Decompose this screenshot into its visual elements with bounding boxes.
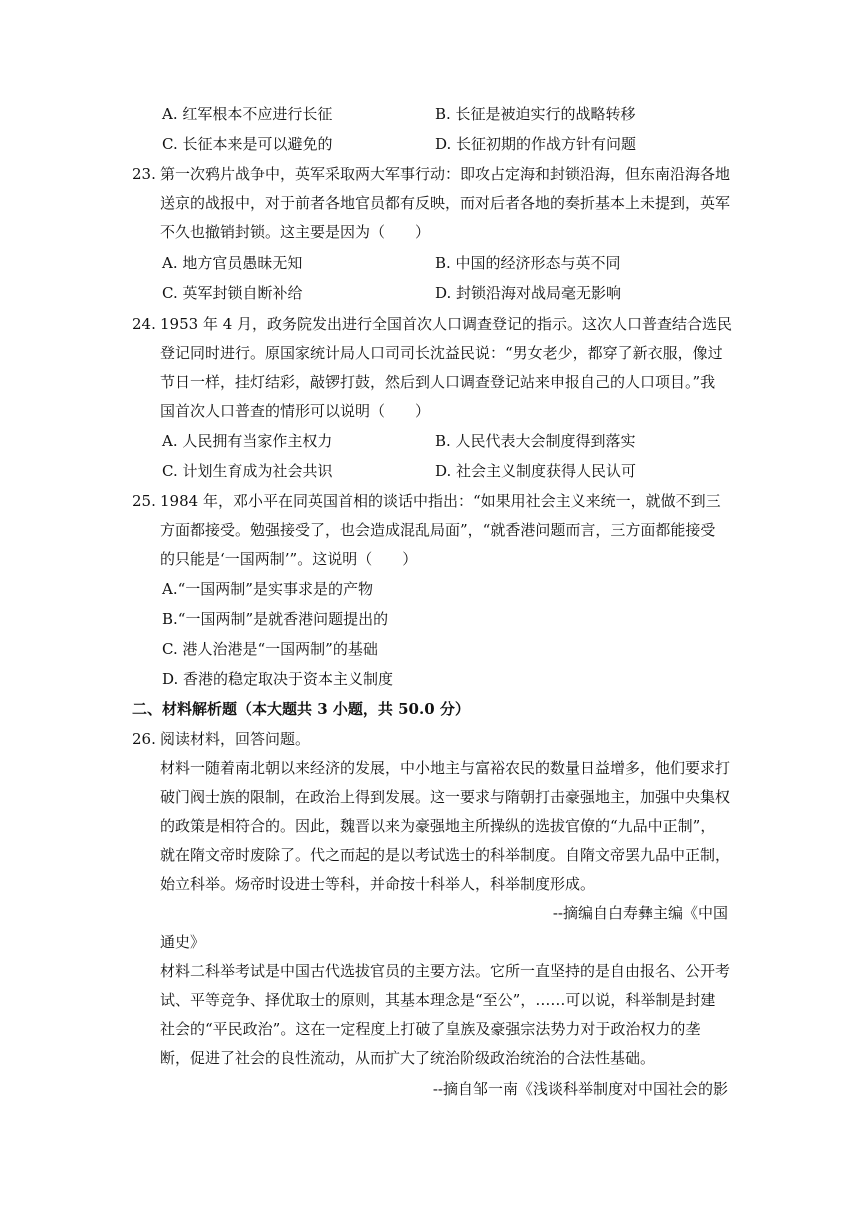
material2-line-4: 断，促进了社会的良性流动，从而扩大了统治阶级政治统治的合法性基础。 [160, 1049, 656, 1067]
q24-stem-line-4: 国首次人口普查的情形可以说明（ ） [160, 402, 431, 420]
q24-number: 24. [132, 315, 156, 333]
q24-option-d: D. 社会主义制度获得人民认可 [435, 462, 637, 480]
q24-stem-line-3: 节日一样，挂灯结彩，敲锣打鼓，然后到人口调查登记站来申报自己的人口项目。”我 [160, 373, 716, 391]
q23-option-d: D. 封锁沿海对战局毫无影响 [435, 284, 622, 302]
q26-prompt-text: 阅读材料，回答问题。 [160, 730, 311, 748]
material1-line-2: 破门阀士族的限制，在政治上得到发展。这一要求与隋朝打击豪强地主，加强中央集权 [160, 788, 731, 806]
q24-option-b: B. 人民代表大会制度得到落实 [435, 432, 636, 450]
q25-text-1: 1984 年，邓小平在同英国首相的谈话中指出：“如果用社会主义来统一，就做不到三 [160, 492, 721, 510]
material2-line-1: 材料二科举考试是中国古代选拔官员的主要方法。它所一直坚持的是自由报名、公开考 [160, 962, 731, 980]
material1-source: --摘编自白寿彝主编《中国 [552, 904, 728, 922]
q23-option-a: A. 地方官员愚昧无知 [162, 254, 303, 272]
section-heading: 二、材料解析题（本大题共 3 小题，共 50.0 分） [132, 700, 470, 718]
material1-line-1: 材料一随着南北朝以来经济的发展，中小地主与富裕农民的数量日益增多，他们要求打 [160, 759, 731, 777]
material2-source: --摘自邹一南《浅谈科举制度对中国社会的影 [432, 1080, 728, 1098]
q25-option-a: A.“一国两制”是实事求是的产物 [162, 580, 373, 598]
material1-source-cont: 通史》 [160, 933, 206, 951]
q23-number: 23. [132, 165, 156, 183]
q25-stem-line-3: 的只能是‘一国两制’”。这说明（ ） [160, 550, 418, 568]
q24-stem-line-1 [132, 314, 732, 334]
q23-option-c: C. 英军封锁自断补给 [162, 284, 303, 302]
q26-prompt [132, 729, 310, 749]
q24-stem-line-2: 登记同时进行。原国家统计局人口司司长沈益民说：“男女老少，都穿了新衣服，像过 [160, 344, 723, 362]
q23-stem-line-1 [132, 164, 730, 184]
q26-number: 26. [132, 730, 156, 748]
q25-number: 25. [132, 492, 156, 510]
q22-option-a: A. 红军根本不应进行长征 [162, 105, 333, 123]
q25-stem-line-1 [132, 491, 721, 511]
q25-option-b: B.“一国两制”是就香港问题提出的 [162, 610, 389, 628]
q25-stem-line-2: 方面都接受。勉强接受了，也会造成混乱局面”，“就香港问题而言，三方面都能接受 [160, 521, 716, 539]
q22-option-c: C. 长征本来是可以避免的 [162, 135, 333, 153]
q23-stem-line-3: 不久也撤销封锁。这主要是因为（ ） [160, 223, 431, 241]
q25-option-c: C. 港人治港是“一国两制”的基础 [162, 640, 378, 658]
q23-option-b: B. 中国的经济形态与英不同 [435, 254, 621, 272]
q24-option-c: C. 计划生育成为社会共识 [162, 462, 333, 480]
material1-line-4: 就在隋文帝时废除了。代之而起的是以考试选士的科举制度。自隋文帝罢九品中正制， [160, 846, 731, 864]
q24-option-a: A. 人民拥有当家作主权力 [162, 432, 333, 450]
material2-line-2: 试、平等竞争、择优取士的原则，其基本理念是“至公”，……可以说，科举制是封建 [160, 991, 716, 1009]
q25-option-d: D. 香港的稳定取决于资本主义制度 [162, 670, 394, 688]
material1-line-5: 始立科举。炀帝时设进士等科，并命按十科举人，科举制度形成。 [160, 875, 596, 893]
q23-text-1: 第一次鸦片战争中，英军采取两大军事行动：即攻占定海和封锁沿海，但东南沿海各地 [160, 165, 731, 183]
q22-option-d: D. 长征初期的作战方针有问题 [435, 135, 637, 153]
q22-option-b: B. 长征是被迫实行的战略转移 [435, 105, 636, 123]
material2-line-3: 社会的“平民政治”。这在一定程度上打破了皇族及豪强宗法势力对于政治权力的垄 [160, 1020, 701, 1038]
material1-line-3: 的政策是相符合的。因此，魏晋以来为豪强地主所操纵的选拔官僚的“九品中正制”， [160, 817, 716, 835]
q23-stem-line-2: 送京的战报中，对于前者各地官员都有反映，而对后者各地的奏折基本上未提到，英军 [160, 194, 731, 212]
q24-text-1: 1953 年 4 月，政务院发出进行全国首次人口调查登记的指示。这次人口普查结合选民 [160, 315, 733, 333]
